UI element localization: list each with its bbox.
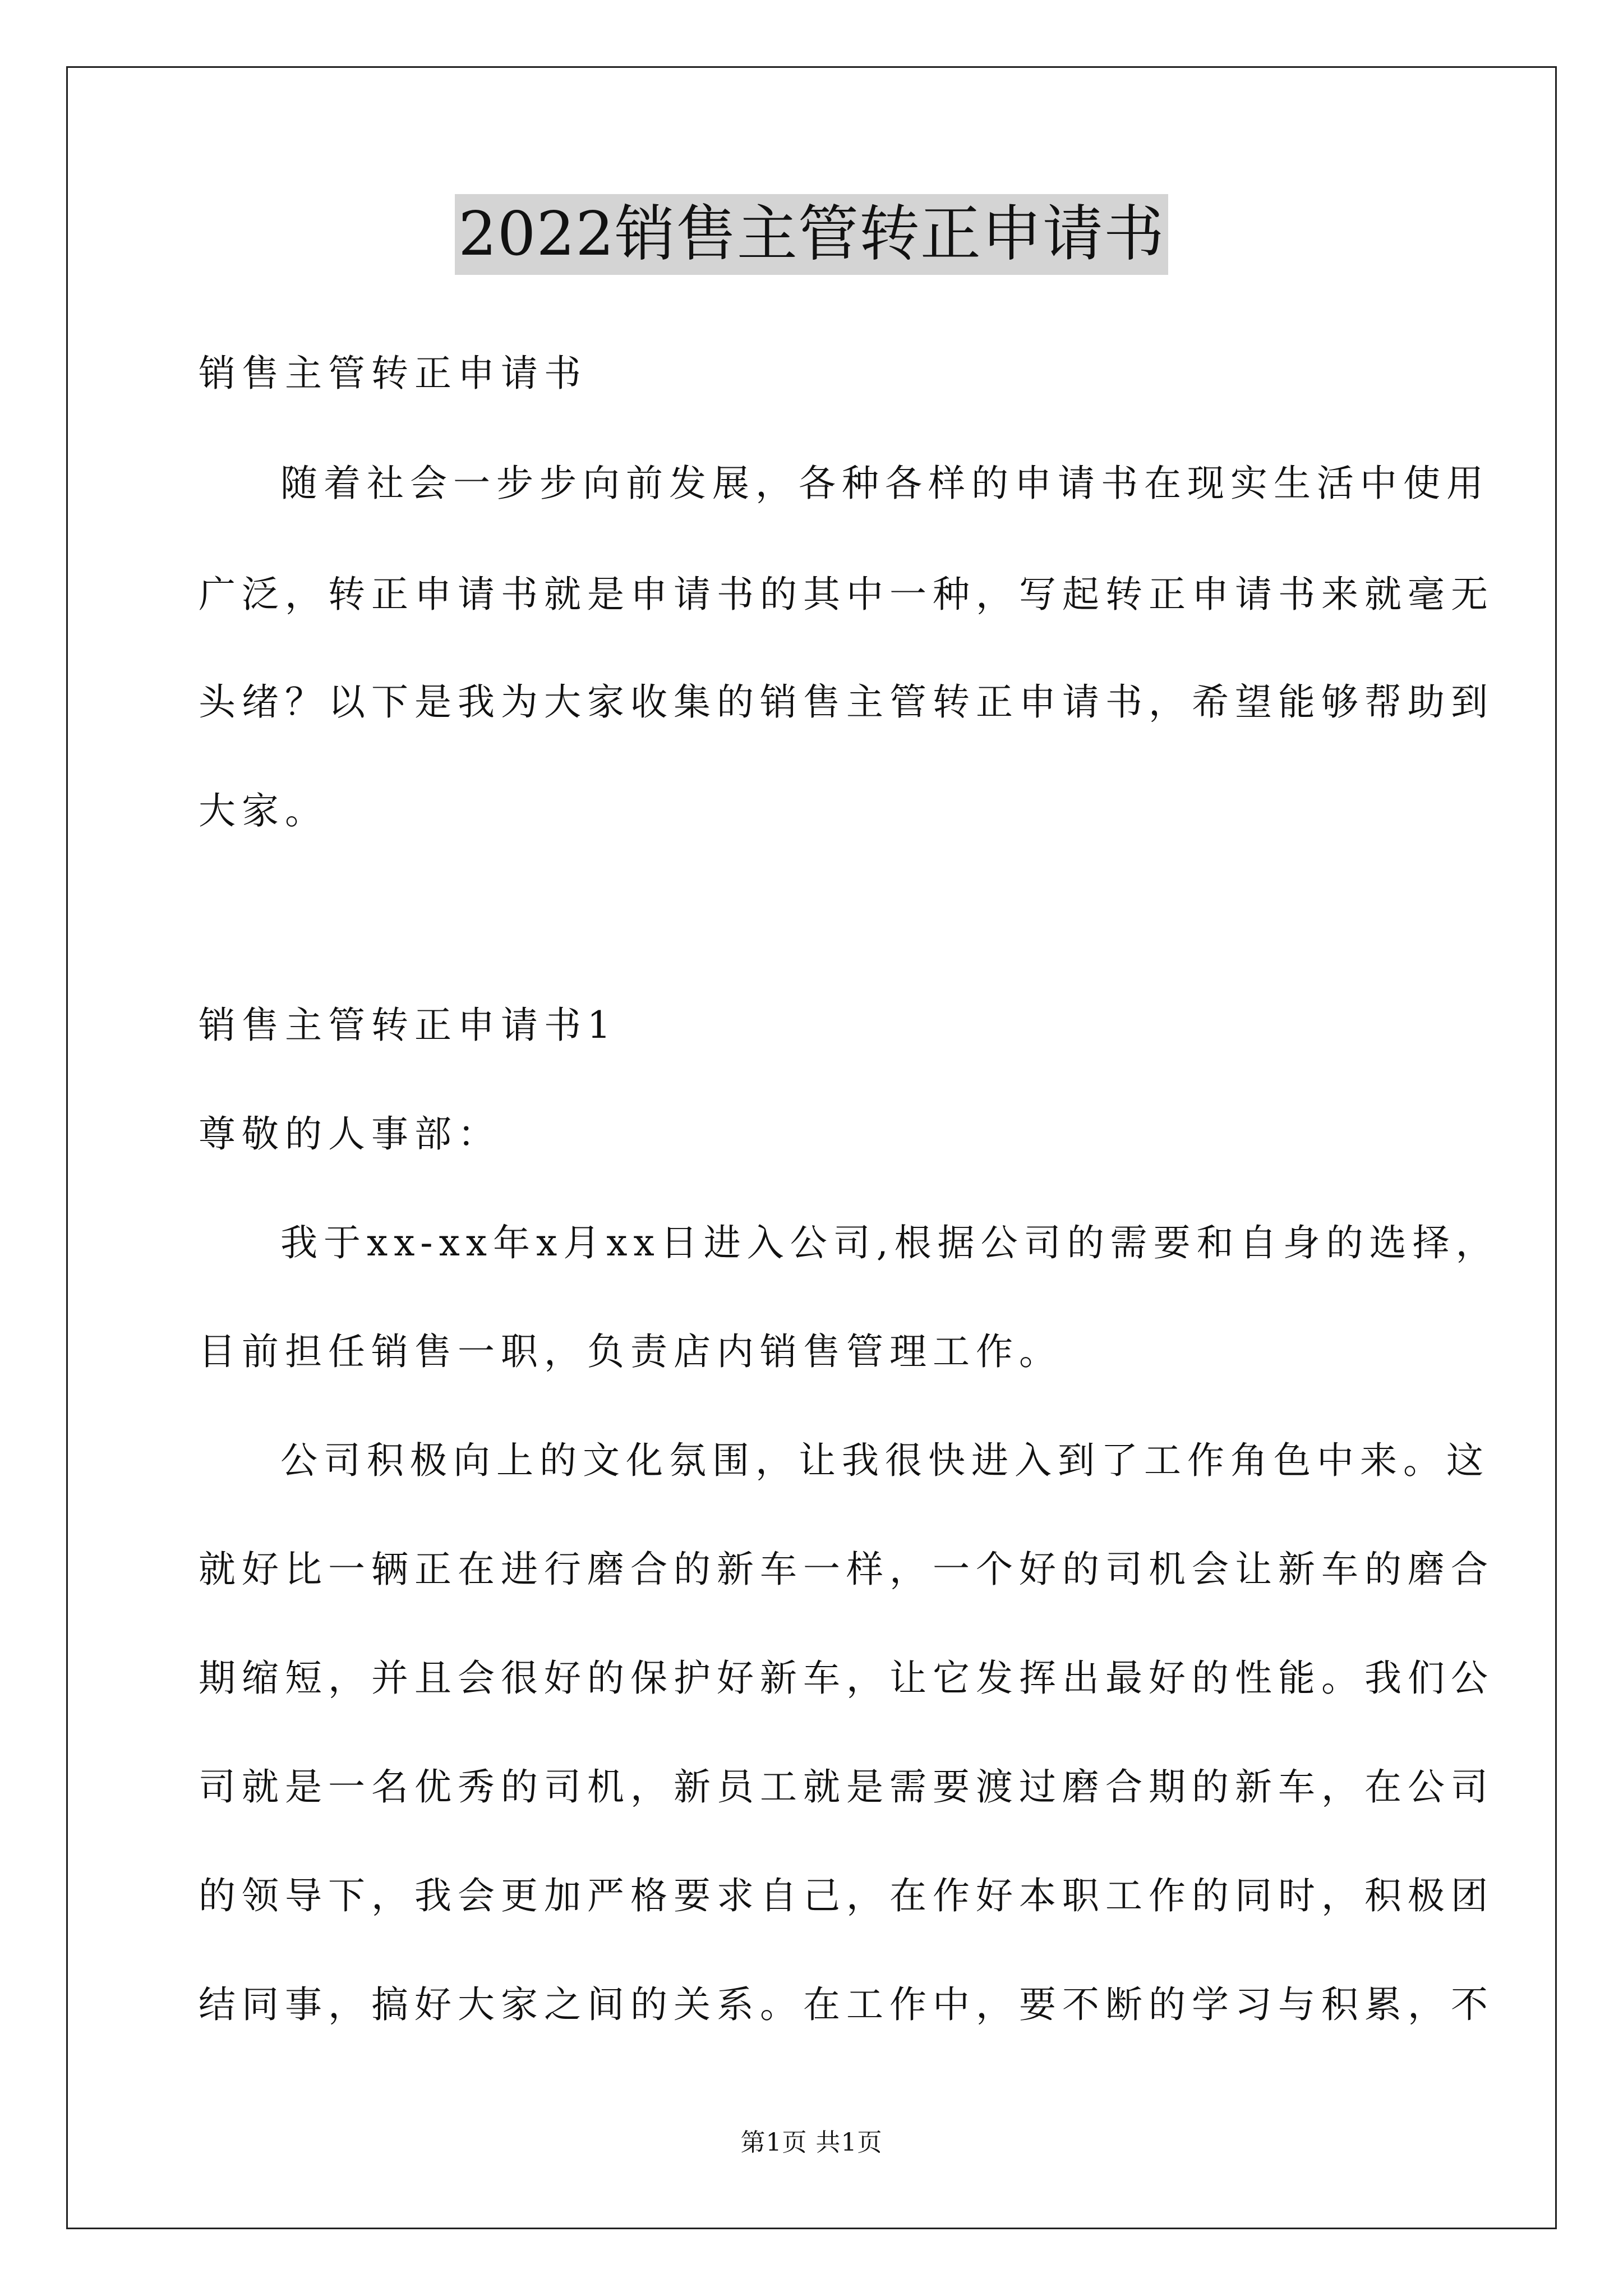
paragraph-line: 就好比一辆正在进行磨合的新车一样，一个好的司机会让新车的磨合: [199, 1548, 1494, 1591]
paragraph-line: 广泛，转正申请书就是申请书的其中一种，写起转正申请书来就毫无: [199, 573, 1494, 616]
subtitle-line: 销售主管转正申请书: [199, 352, 587, 395]
paragraph-line: 期缩短，并且会很好的保护好新车，让它发挥出最好的性能。我们公: [199, 1657, 1494, 1700]
document-title-text: 2022销售主管转正申请书: [455, 194, 1168, 275]
paragraph-line: 结同事，搞好大家之间的关系。在工作中，要不断的学习与积累，不: [199, 1983, 1494, 2026]
salutation-line: 尊敬的人事部：: [199, 1112, 501, 1156]
paragraph-line: 随着社会一步步向前发展，各种各样的申请书在现实生活中使用: [280, 462, 1490, 505]
paragraph-line: 公司积极向上的文化氛围，让我很快进入到了工作角色中来。这: [280, 1439, 1490, 1482]
paragraph-line: 大家。: [199, 789, 328, 832]
document-title: [0, 194, 1623, 275]
paragraph-line: 的领导下，我会更加严格要求自己，在作好本职工作的同时，积极团: [199, 1874, 1494, 1917]
section-heading: 销售主管转正申请书1: [199, 1004, 617, 1047]
paragraph-line: 我于xx-xx年x月xx日进入公司,根据公司的需要和自身的选择，: [280, 1221, 1499, 1264]
paragraph-line: 目前担任销售一职，负责店内销售管理工作。: [199, 1330, 1062, 1373]
paragraph-line: 头绪？以下是我为大家收集的销售主管转正申请书，希望能够帮助到: [199, 680, 1494, 724]
paragraph-line: 司就是一名优秀的司机，新员工就是需要渡过磨合期的新车，在公司: [199, 1765, 1494, 1809]
page-footer: 第1页 共1页: [740, 2128, 883, 2157]
